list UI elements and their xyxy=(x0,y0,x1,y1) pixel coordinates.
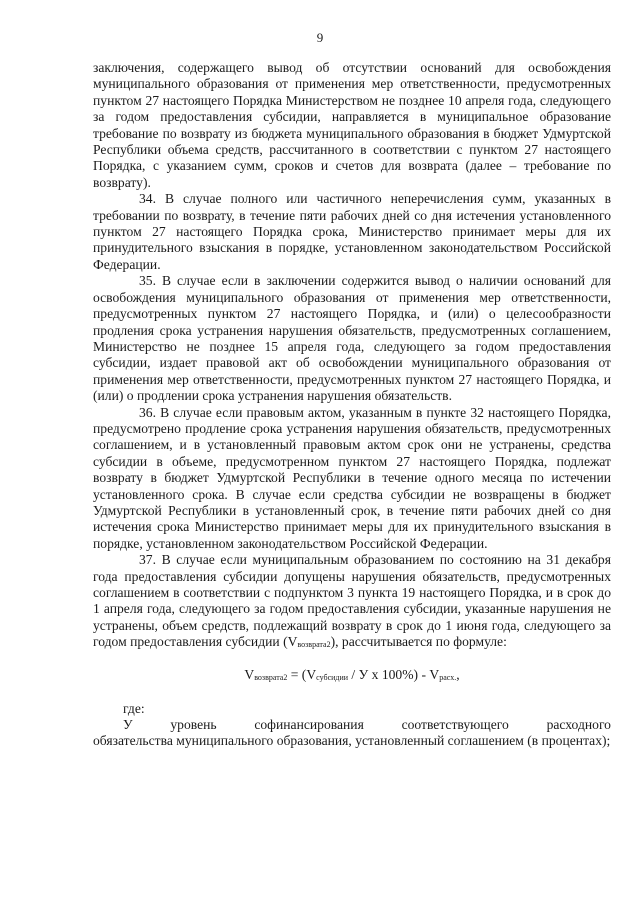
definition-u-row xyxy=(93,717,611,733)
formula-expense-subscript: расх. xyxy=(439,672,457,682)
paragraph-35: 35. В случае если в заключении содержится вывод о наличии оснований для освобождения муниципального образования от применения мер ответственности, предусмотренных пунктом 27 настоящего Порядка, и (или) о целесообразности продления срока устранения нарушения обязательств, предусмотренных соглашением, Министерство не позднее 15 апреля года, следующего за годом предоставления субсидии, издает правовой акт об освобождении муниципального образования от применения мер ответственности, предусмотренных пунктом 27 настоящего Порядка, и (или) о продлении срока устранения нарушения обязательств. xyxy=(93,273,611,404)
formula-part-1: = (V xyxy=(287,666,317,682)
paragraph-37 xyxy=(93,552,611,650)
paragraph-37-subscript: возврата2 xyxy=(297,640,331,650)
definition-u-word: расходного xyxy=(546,717,611,733)
page-number: 9 xyxy=(316,30,324,45)
paragraph-34: 34. В случае полного или частичного неперечисления сумм, указанных в требовании по возврату, в течение пяти рабочих дней со дня истечения установленного пунктом 27 настоящего Порядка срока, Министерство принимает меры для их принудительного взыскания в порядке, установленном законодательством Российской Федерации. xyxy=(93,191,611,272)
formula-v-subscript: возврата2 xyxy=(254,672,288,682)
formula-subsidy-subscript: субсидии xyxy=(316,672,349,682)
paragraph-continuation: заключения, содержащего вывод об отсутствии оснований для освобождения муниципального образования от применения мер ответственности, предусмотренных пунктом 27 настоящего Порядка Министерством не позднее 10 апреля года, следующего за годом предоставления субсидии, направляется в муниципальное образование требование по возврату из бюджета муниципального образования в бюджет Удмуртской Республики объема средств, рассчитанного в соответствии с пунктом 27 настоящего Порядка, с указанием сумм, сроков и счетов для возврата (далее – требование по возврату). xyxy=(93,60,611,190)
definition-u-word: софинансирования xyxy=(254,717,364,733)
paragraph-37-text: 37. В случае если муниципальным образованием по состоянию на 31 декабря года предоставления субсидии допущены нарушения обязательств, предусмотренных соглашением в соответствии с подпунктом 3 пункта 19 настоящего Порядка, и в срок до 1 апреля года, следующего за годом предоставления субсидии, указанные нарушения не устранены, объем средств, подлежащий возврату в срок до 1 июня года, следующего за годом предоставления субсидии (V xyxy=(93,552,611,650)
definition-u-symbol: У xyxy=(123,717,133,733)
refund-formula xyxy=(93,667,611,683)
paragraph-37-tail: ), рассчитывается по формуле: xyxy=(330,634,507,650)
definition-u-word: соответствующего xyxy=(401,717,509,733)
definition-u-continuation: обязательства муниципального образования, установленный соглашением (в процентах); xyxy=(93,733,611,749)
document-body xyxy=(93,60,611,750)
where-label: где: xyxy=(123,700,145,716)
paragraph-36: 36. В случае если правовым актом, указанным в пункте 32 настоящего Порядка, предусмотрено продление срока устранения нарушения обязательств, предусмотренных соглашением, и в установленный правовым актом срок они не устранены, средства субсидии в объеме, предусмотренном пунктом 27 настоящего Порядка, подлежат возврату в бюджет Удмуртской Республики в течение одного месяца по истечении установленного срока. В случае если средства субсидии не возвращены в бюджет Удмуртской Республики в установленный срок, в течение пяти рабочих дней со дня истечения срока Министерство принимает меры для их принудительного взыскания в порядке, установленном законодательством Российской Федерации. xyxy=(93,404,611,551)
formula-v: V xyxy=(244,666,255,682)
formula-part-2: / У х 100%) - V xyxy=(348,666,440,682)
formula-end: , xyxy=(456,666,460,682)
definition-u-word: уровень xyxy=(170,717,217,733)
